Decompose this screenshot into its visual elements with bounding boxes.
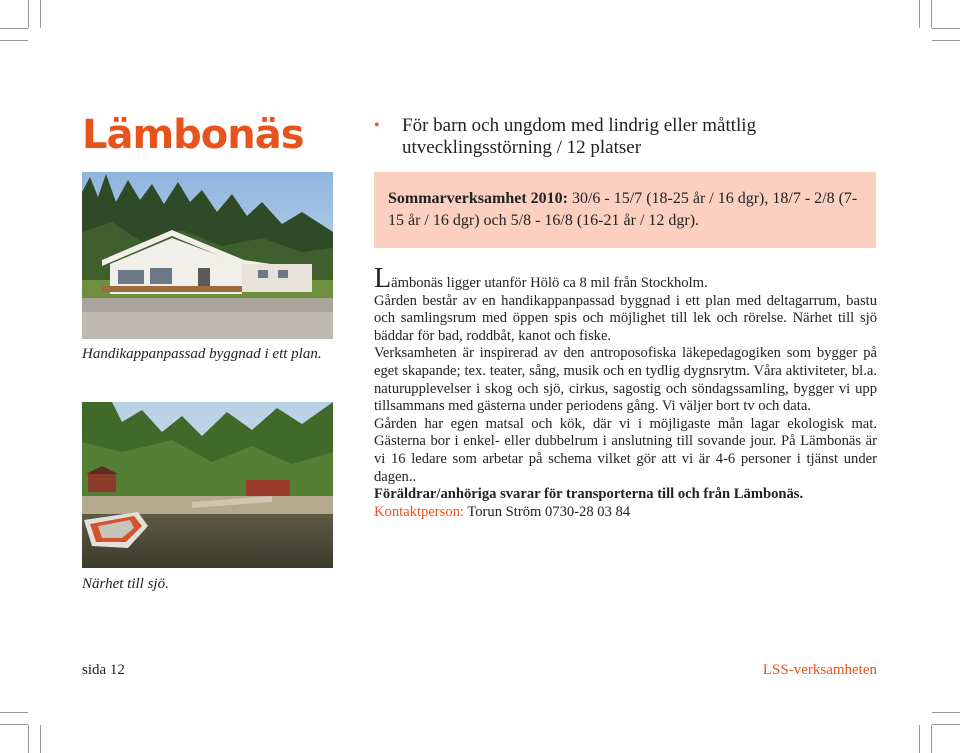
- facility-paragraph: Gården består av en handikappanpassad byggnad i ett plan med deltagarrum, bastu och samlingsrum med öppen spis och möjlighet till lek och rörelse. Närhet till sjö bäddar för bad, roddbåt, kanot och fiske.: [374, 292, 877, 344]
- bullet-icon: •: [374, 117, 380, 134]
- target-group-bullet: [374, 115, 874, 159]
- page-title: Lämbonäs: [82, 112, 304, 158]
- summer-dates: 30/6 - 15/7 (18-25 år / 16 dgr), 18/7 - 2/8 (7-15 år / 16 dgr) och 5/8 - 16/8 (16-21 år / 12 dgr).: [388, 190, 858, 229]
- intro-paragraph: [374, 263, 877, 294]
- building-photo: [82, 172, 333, 339]
- meals-paragraph: Gården har egen matsal och kök, där vi i möjligaste mån lagar ekologisk mat. Gästerna bor i enkel- eller dubbelrum i anslutning till sovande jour. På Lämbonäs är vi 16 ledare som arbetar på schema vilket gör att vi är 4-6 personer i tjänst under dagen..: [374, 415, 877, 485]
- pedagogy-paragraph: Verksamheten är inspirerad av den antroposofiska läkepedagogiken som bygger på eget skapande; tex. teater, sång, musik och en tydlig dygnsrytm. Våra aktiviteter, bl.a. naturupplevelser i skog och sjö, cirkus, sagostig och söndagssamling, bygger vi upp tillsammans med gästerna under periodens gång. Vi väljer bort tv och data.: [374, 345, 877, 415]
- summer-schedule-box: [374, 172, 876, 248]
- target-group-text: För barn och ungdom med lindrig eller måttlig utvecklingsstörning / 12 platser: [402, 115, 757, 158]
- intro-rest: ämbonäs ligger utanför Hölö ca 8 mil från Stockholm.: [391, 275, 708, 291]
- transport-note: Föräldrar/anhöriga svarar för transporterna till och från Lämbonäs.: [374, 486, 804, 503]
- lake-photo: [82, 402, 333, 568]
- contact-line: [374, 504, 877, 522]
- description-text: [374, 263, 877, 521]
- page-number: sida 12: [82, 662, 125, 678]
- contact-value: Torun Ström 0730-28 03 84: [463, 503, 631, 520]
- building-caption: Handikappanpassad byggnad i ett plan.: [82, 346, 322, 362]
- summer-label: Sommarverksamhet 2010:: [388, 190, 568, 207]
- contact-label: Kontaktperson:: [374, 503, 464, 520]
- drop-letter: L: [374, 263, 392, 294]
- lake-caption: Närhet till sjö.: [82, 576, 169, 592]
- section-name: LSS-verksamheten: [762, 662, 877, 678]
